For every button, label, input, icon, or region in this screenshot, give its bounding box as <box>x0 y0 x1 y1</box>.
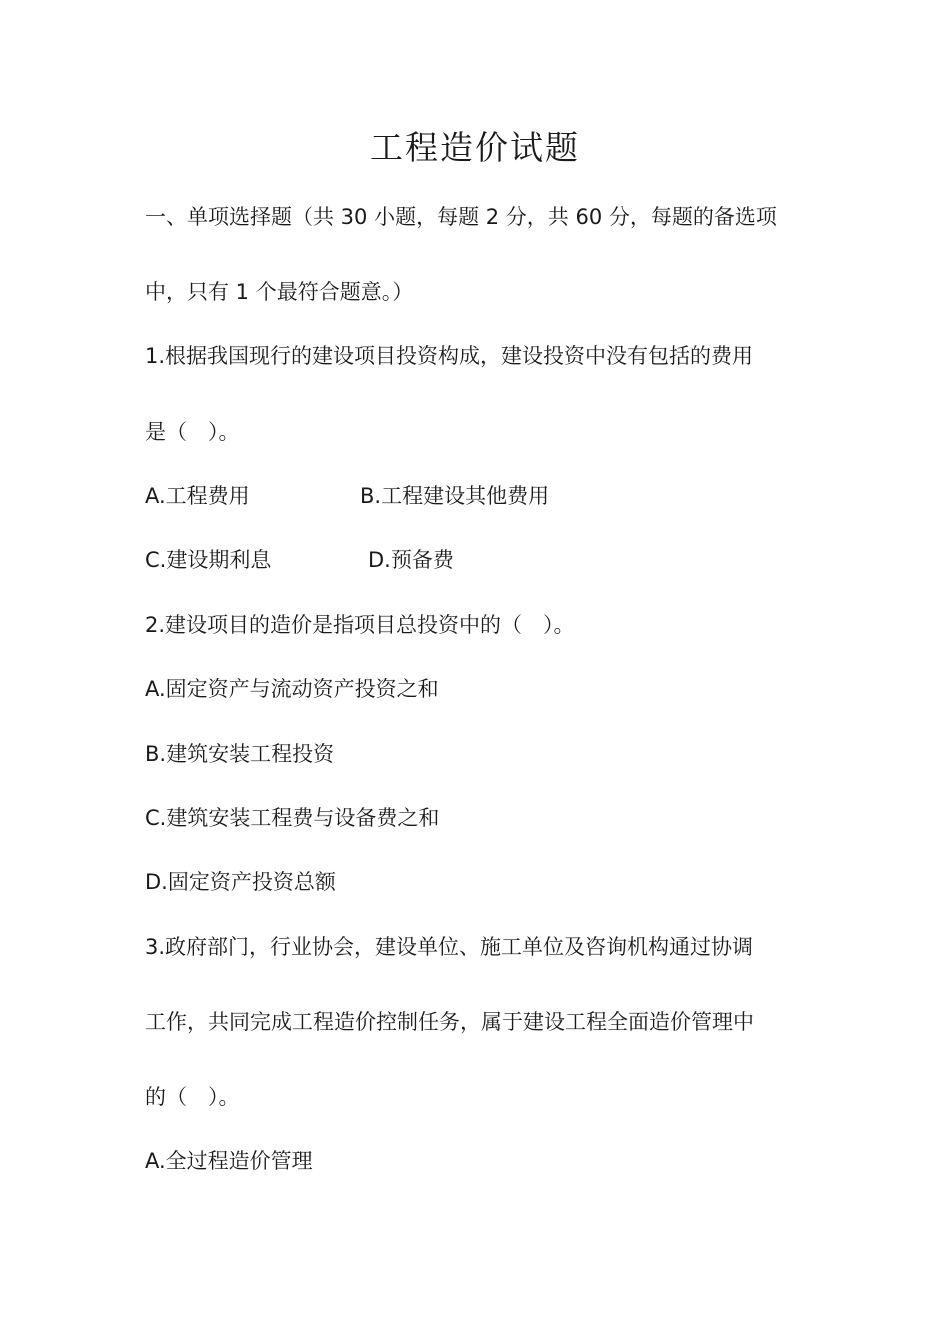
question-1-stem-line-1: 1.根据我国现行的建设项目投资构成，建设投资中没有包括的费用 <box>145 344 754 368</box>
section-heading-line-1: 一、单项选择题（共 30 小题，每题 2 分，共 60 分，每题的备选项 <box>145 205 777 229</box>
question-1-option-c: C.建设期利息 <box>145 548 272 572</box>
question-2-option-d: D.固定资产投资总额 <box>145 870 336 894</box>
question-3-option-a: A.全过程造价管理 <box>145 1149 313 1173</box>
question-2-stem: 2.建设项目的造价是指项目总投资中的（ ）。 <box>145 613 575 637</box>
question-1-option-d: D.预备费 <box>368 548 454 572</box>
question-2-option-c: C.建筑安装工程费与设备费之和 <box>145 806 440 830</box>
section-heading-line-2: 中，只有 1 个最符合题意。） <box>145 280 414 304</box>
question-3-stem-line-1: 3.政府部门，行业协会，建设单位、施工单位及咨询机构通过协调 <box>145 935 754 959</box>
question-3-stem-line-2: 工作，共同完成工程造价控制任务，属于建设工程全面造价管理中 <box>145 1010 754 1034</box>
question-1-option-a: A.工程费用 <box>145 484 250 508</box>
question-3-stem-line-3: 的（ ）。 <box>145 1085 240 1109</box>
question-2-option-b: B.建筑安装工程投资 <box>145 742 335 766</box>
question-1-stem-line-2: 是（ ）。 <box>145 420 240 444</box>
question-2-option-a: A.固定资产与流动资产投资之和 <box>145 677 439 701</box>
question-1-option-b: B.工程建设其他费用 <box>360 484 550 508</box>
document-title: 工程造价试题 <box>370 128 580 167</box>
